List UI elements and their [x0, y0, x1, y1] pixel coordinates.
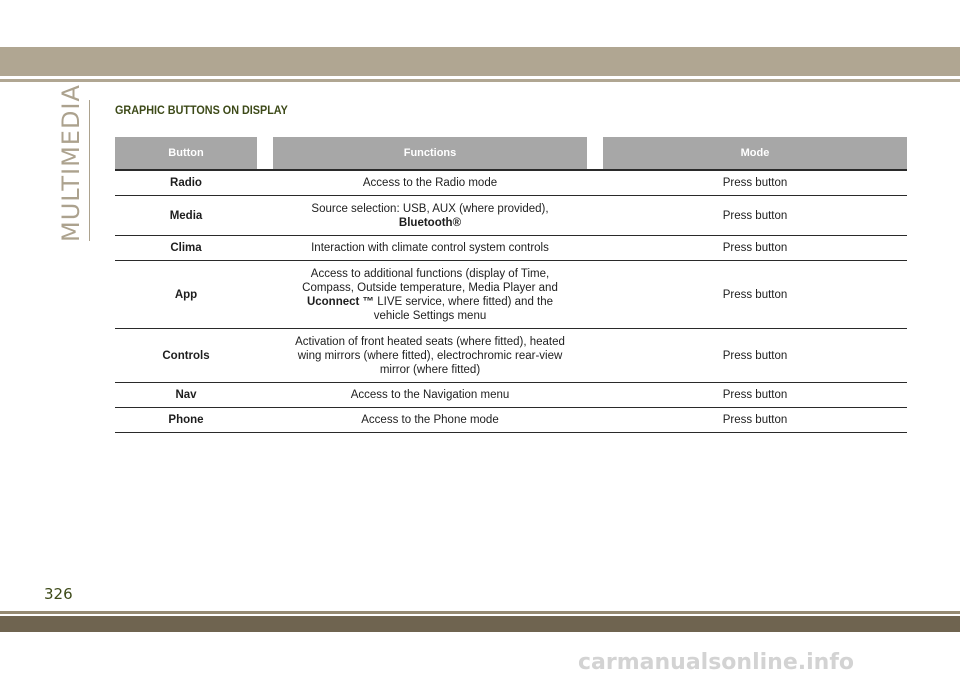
site-watermark: carmanualsonline.info	[578, 650, 854, 675]
bottom-decorative-line	[0, 611, 960, 614]
row-mode: Press button	[603, 261, 907, 329]
table-header-row	[115, 137, 907, 170]
row-button-name: Media	[115, 196, 257, 236]
row-button-name: Controls	[115, 329, 257, 383]
top-decorative-band	[0, 47, 960, 76]
table-row	[115, 236, 907, 261]
table-row	[115, 329, 907, 383]
row-mode: Press button	[603, 408, 907, 433]
header-gap	[257, 137, 273, 170]
column-header-functions: Functions	[273, 137, 587, 170]
graphic-buttons-table	[115, 137, 907, 433]
table-row	[115, 261, 907, 329]
row-button-name: Phone	[115, 408, 257, 433]
functions-line: mirror (where fitted)	[379, 363, 481, 376]
table-row	[115, 408, 907, 433]
column-header-button: Button	[115, 137, 257, 170]
functions-bold-term: Bluetooth®	[398, 216, 462, 229]
functions-line: Access to additional functions (display of Time,	[310, 267, 550, 280]
functions-line: LIVE service, where fitted) and the	[374, 295, 554, 308]
row-functions: Interaction with climate control system controls	[257, 236, 603, 261]
row-functions: Access to the Radio mode	[257, 170, 603, 196]
functions-line: Compass, Outside temperature, Media Player and	[302, 281, 558, 294]
page-number: 326	[44, 585, 73, 603]
row-mode: Press button	[603, 236, 907, 261]
bottom-decorative-band	[0, 616, 960, 632]
table-row	[115, 383, 907, 408]
functions-line: wing mirrors (where fitted), electrochromic rear-view	[297, 349, 563, 362]
row-mode: Press button	[603, 196, 907, 236]
row-button-name: Radio	[115, 170, 257, 196]
row-functions	[257, 196, 603, 236]
table-row	[115, 170, 907, 196]
column-header-mode: Mode	[603, 137, 907, 170]
section-title: GRAPHIC BUTTONS ON DISPLAY	[115, 103, 288, 117]
functions-line: Source selection: USB, AUX (where provided),	[311, 202, 549, 215]
side-section-title: MULTIMEDIA	[57, 84, 85, 242]
side-rule	[89, 100, 90, 241]
functions-bold-term: Uconnect ™	[306, 295, 375, 308]
row-functions	[257, 261, 603, 329]
row-functions: Access to the Phone mode	[257, 408, 603, 433]
functions-line: vehicle Settings menu	[373, 309, 487, 322]
row-button-name: Clima	[115, 236, 257, 261]
row-functions: Access to the Navigation menu	[257, 383, 603, 408]
top-decorative-line	[0, 79, 960, 82]
row-mode: Press button	[603, 329, 907, 383]
functions-line: Activation of front heated seats (where fitted), heated	[295, 335, 565, 348]
row-functions	[257, 329, 603, 383]
row-mode: Press button	[603, 170, 907, 196]
table-row	[115, 196, 907, 236]
row-mode: Press button	[603, 383, 907, 408]
header-gap	[587, 137, 603, 170]
row-button-name: App	[115, 261, 257, 329]
row-button-name: Nav	[115, 383, 257, 408]
